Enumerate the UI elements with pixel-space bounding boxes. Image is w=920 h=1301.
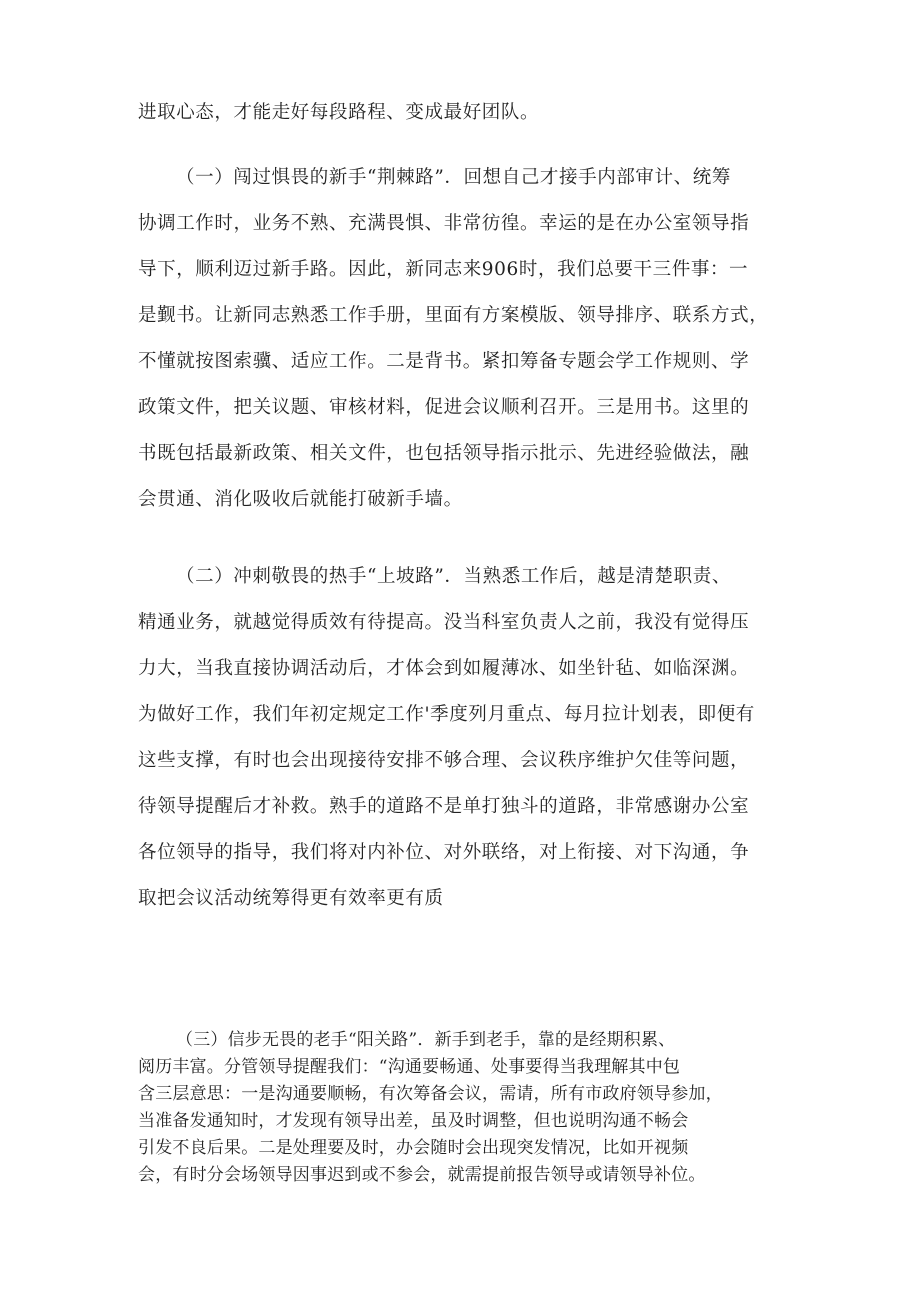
section2-heading-line: （二）冲刺敬畏的热手“上坡路”．当熟悉工作后，越是清楚职责、 bbox=[176, 566, 731, 587]
section3-line: 会，有时分会场领导因事迟到或不参会，就需提前报告领导或请领导补位。 bbox=[138, 1165, 706, 1185]
intro-tail-line: 进取心态，才能走好每段路程、变成最好团队。 bbox=[138, 102, 540, 123]
section2-line: 取把会议活动统筹得更有效率更有质 bbox=[138, 888, 444, 909]
section2-line: 力大，当我直接协调活动后，才体会到如履薄冰、如坐针毡、如临深渊。 bbox=[138, 658, 750, 679]
section2-line: 各位领导的指导，我们将对内补位、对外联络，对上衔接、对下沟通，争 bbox=[138, 842, 750, 863]
section1-heading-line: （一）闯过惧畏的新手“荆棘路”．回想自己才接手内部审计、统筹 bbox=[176, 167, 731, 188]
section2-line: 为做好工作，我们年初定规定工作'季度列月重点、每月拉计划表，即便有 bbox=[138, 704, 755, 725]
section3-line: 含三层意思：一是沟通要顺畅，有次筹备会议，需请，所有市政府领导参加， bbox=[138, 1084, 723, 1104]
section2-line: 精通业务，就越觉得质效有待提高。没当科室负责人之前，我没有觉得压 bbox=[138, 612, 750, 633]
section1-line: 不懂就按图索骥、适应工作。二是背书。紧扣筹备专题会学工作规则、学 bbox=[138, 351, 750, 372]
section3-heading-line: （三）信步无畏的老手“阳关路”．新手到老手，靠的是经期积累、 bbox=[176, 1030, 676, 1050]
section1-line: 是觐书。让新同志熟悉工作手册，里面有方案模版、领导排序、联系方式， bbox=[138, 305, 769, 326]
section2-line: 待领导提醒后才补救。熟手的道路不是单打独斗的道路，非常感谢办公室 bbox=[138, 796, 750, 817]
section1-line: 书既包括最新政策、相关文件，也包括领导指示批示、先进经验做法，融 bbox=[138, 443, 750, 464]
section2-line: 这些支撑，有时也会出现接待安排不够合理、会议秩序维护欠佳等问题， bbox=[138, 750, 750, 771]
section3-line: 引发不良后果。二是处理要及时，办会随时会出现突发情况，比如开视频 bbox=[138, 1138, 689, 1158]
section1-line: 导下，顺利迈过新手路。因此，新同志来906时，我们总要干三件事：一 bbox=[138, 259, 749, 280]
section1-line: 政策文件，把关议题、审核材料，促进会议顺利召开。三是用书。这里的 bbox=[138, 397, 750, 418]
section1-line: 协调工作时，业务不熟、充满畏惧、非常彷徨。幸运的是在办公室领导指 bbox=[138, 213, 750, 234]
section3-line: 阅历丰富。分管领导提醒我们：“沟通要畅通、处事要得当我理解其中包 bbox=[138, 1057, 681, 1077]
section3-line: 当准备发通知时，才发现有领导出差，虽及时调整，但也说明沟通不畅会 bbox=[138, 1111, 689, 1131]
section1-line: 会贯通、消化吸收后就能打破新手墙。 bbox=[138, 489, 463, 510]
